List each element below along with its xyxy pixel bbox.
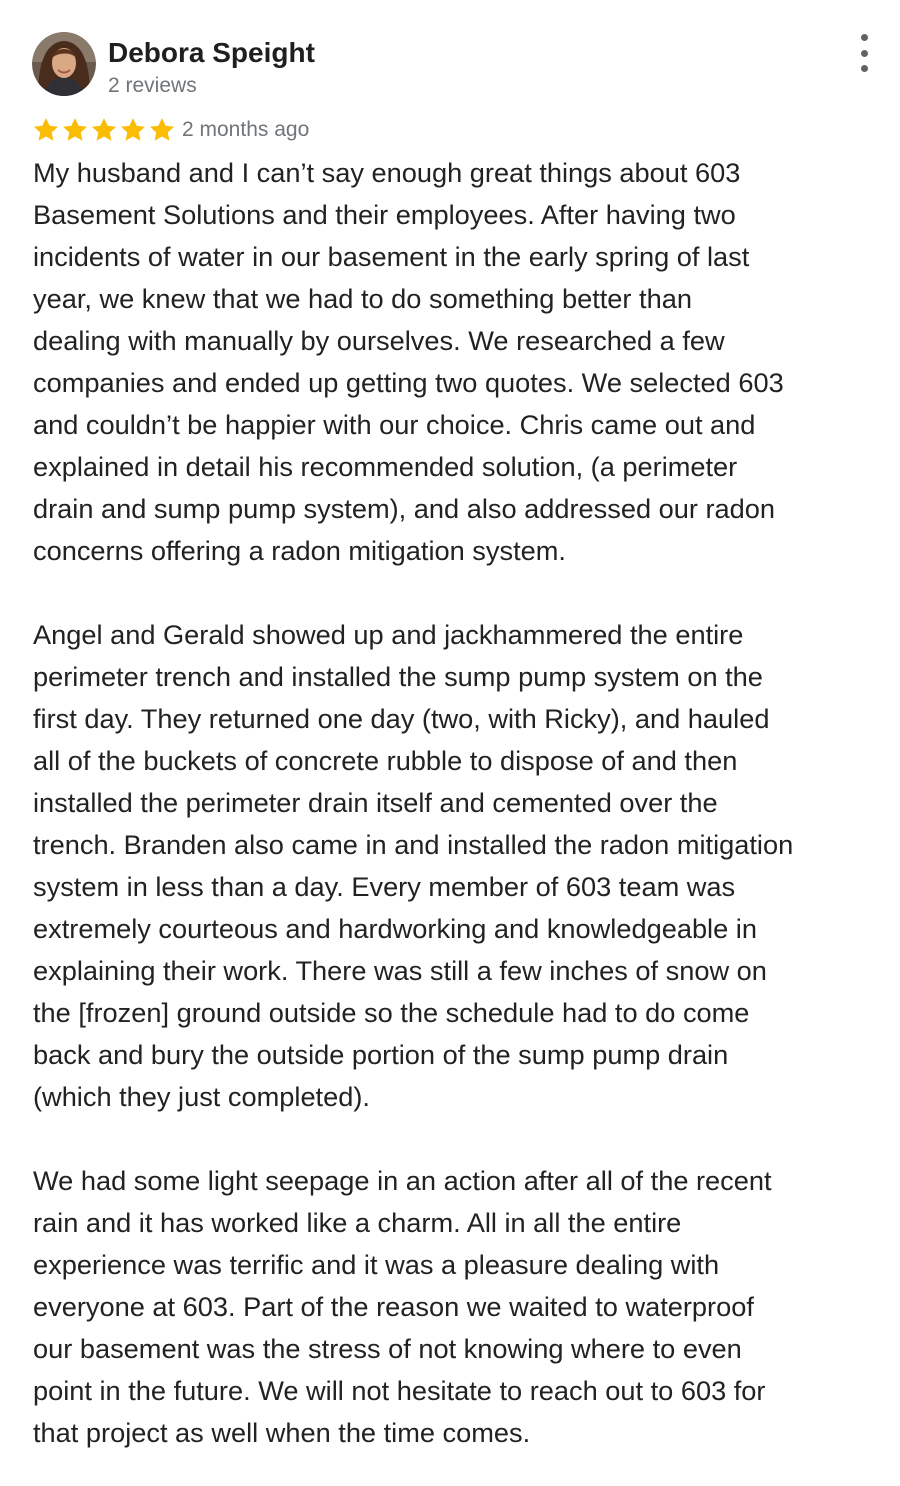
star-icon [61, 116, 89, 144]
more-vert-icon-dot [861, 50, 868, 57]
review-date: 2 months ago [182, 118, 310, 141]
star-icon [119, 116, 147, 144]
star-rating [32, 116, 176, 144]
more-vert-icon-dot [861, 34, 868, 41]
star-icon [32, 116, 60, 144]
author-avatar[interactable] [32, 32, 96, 96]
more-options-button[interactable] [848, 34, 880, 72]
review-paragraph: We had some light seepage in an action after all of the recent rain and it has worked like a charm. All in all the entire experience was terrific and it was a pleasure dealing with everyone at 603. Part of the reason we waited to waterproof our basement was the stress of not knowing where to even point in the future. We will not hesitate to reach out to 603 for that project as well when the time comes. [33, 1165, 772, 1448]
review-paragraph: My husband and I can’t say enough great things about 603 Basement Solutions and their employees. After having two incidents of water in our basement in the early spring of last year, we knew that we had to do something better than dealing with manually by ourselves. We researched a few companies and ended up getting two quotes. We selected 603 and couldn’t be happier with our choice. Chris came out and explained in detail his recommended solution, (a perimeter drain and sump pump system), and also addressed our radon concerns offering a radon mitigation system. [33, 157, 784, 566]
more-vert-icon-dot [861, 65, 868, 72]
author-review-count[interactable]: 2 reviews [108, 74, 197, 97]
review-paragraph: Angel and Gerald showed up and jackhammered the entire perimeter trench and installed the sump pump system on the first day. They returned one day (two, with Ricky), and hauled all of the buckets of concrete rubble to dispose of and then installed the perimeter drain itself and cemented over the trench. Branden also came in and installed the radon mitigation system in less than a day. Every member of 603 team was extremely courteous and hardworking and knowledgeable in explaining their work. There was still a few inches of snow on the [frozen] ground outside so the schedule had to do come back and bury the outside portion of the sump pump drain (which they just completed). [33, 619, 794, 1112]
avatar-photo [32, 32, 96, 96]
author-name[interactable]: Debora Speight [108, 37, 315, 68]
star-icon [148, 116, 176, 144]
star-icon [90, 116, 118, 144]
review-text [33, 152, 875, 1454]
